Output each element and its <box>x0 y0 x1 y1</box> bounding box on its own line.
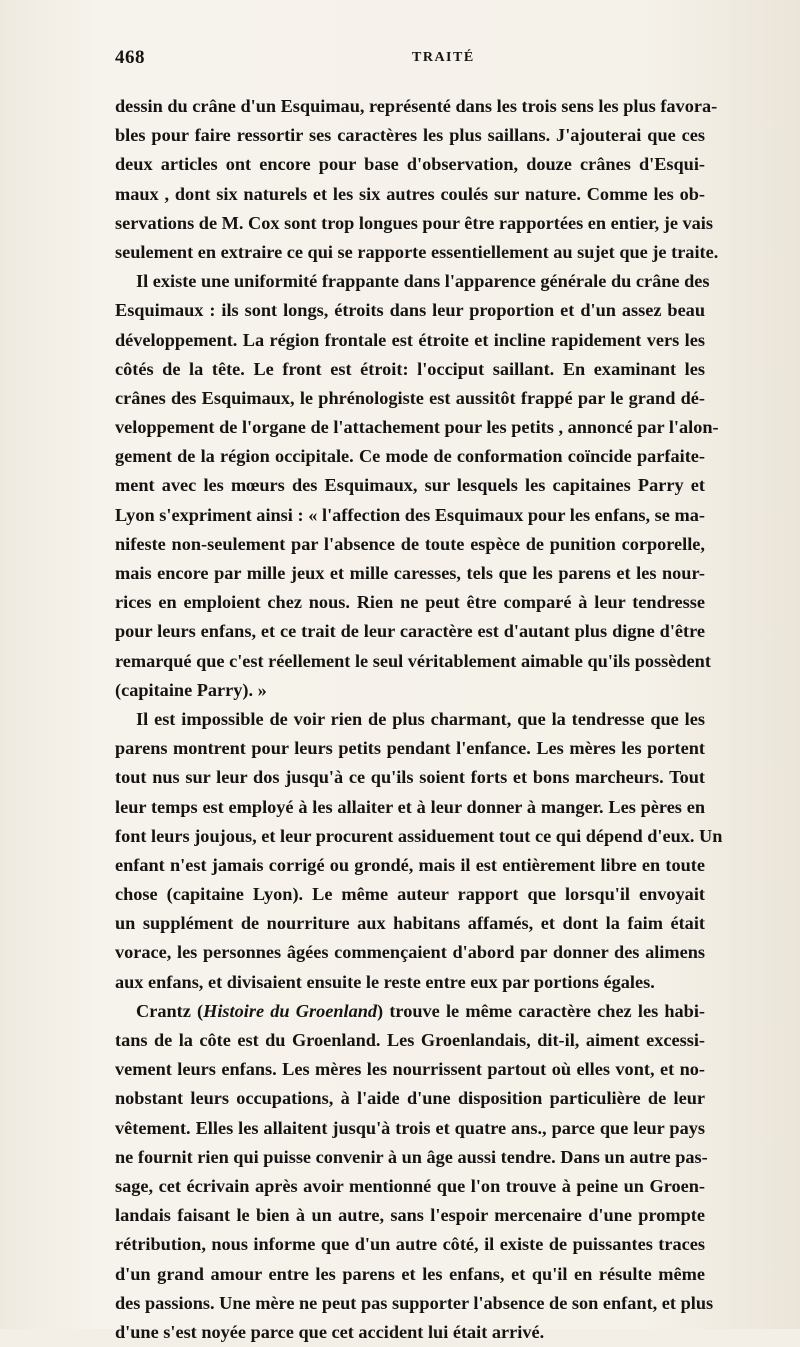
text-line: tans de la côte est du Groenland. Les Groenlandais, dit-il, aiment excessi- <box>115 1030 705 1050</box>
text-line: leur temps est employé à les allaiter et à leur donner à manger. Les pères en <box>115 796 705 817</box>
text-line: crânes des Esquimaux, le phrénologiste est aussitôt frappé par le grand dé- <box>115 387 705 408</box>
text-line: rétribution, nous informe que d'un autre côté, il existe de puissantes traces <box>115 1234 705 1255</box>
body-text <box>115 92 723 1347</box>
text-line: remarqué que c'est réellement le seul véritablement aimable qu'ils possèdent <box>115 650 711 671</box>
text-line: nifeste non-seulement par l'absence de toute espèce de punition corporelle, <box>115 533 705 554</box>
text-line: Esquimaux : ils sont longs, étroits dans leur proportion et d'un assez beau <box>115 300 705 321</box>
text-line: ment avec les mœurs des Esquimaux, sur lesquels les capitaines Parry et <box>115 475 705 496</box>
text-line: enfant n'est jamais corrigé ou grondé, mais il est entièrement libre en toute <box>115 854 705 875</box>
text-line: seulement en extraire ce qui se rapporte essentiellement au sujet que je traite. <box>115 241 719 262</box>
text-line: servations de M. Cox sont trop longues pour être rapportées en entier, je vais <box>115 212 713 233</box>
text-line: sage, cet écrivain après avoir mentionné que l'on trouve à peine un Groen- <box>115 1175 705 1196</box>
text-line: Lyon s'expriment ainsi : « l'affection des Esquimaux pour les enfans, se ma- <box>115 504 705 525</box>
text-line: Il existe une uniformité frappante dans l'apparence générale du crâne des <box>136 271 710 292</box>
text-line: veloppement de l'organe de l'attachement pour les petits , annoncé par l'alon- <box>115 417 719 438</box>
text-line: (capitaine Parry). » <box>115 679 267 700</box>
text-line: Crantz (Histoire du Groenland) trouve le même caractère chez les habi- <box>136 1000 706 1021</box>
text-line: d'une s'est noyée parce que cet accident lui était arrivé. <box>115 1321 545 1342</box>
text-line: vorace, les personnes âgées commençaient d'abord par donner des alimens <box>115 942 705 963</box>
text-line: chose (capitaine Lyon). Le même auteur rapport que lorsqu'il envoyait <box>115 884 705 905</box>
text-line: dessin du crâne d'un Esquimau, représenté dans les trois sens les plus favora- <box>115 96 718 116</box>
text-line: développement. La région frontale est étroite et incline rapidement vers les <box>115 329 705 350</box>
text-line: bles pour faire ressortir ses caractères les plus saillans. J'ajouterai que ces <box>115 125 705 146</box>
page-number: 468 <box>115 47 145 68</box>
text-line: Il est impossible de voir rien de plus charmant, que la tendresse que les <box>136 708 705 729</box>
text-line: pour leurs enfans, et ce trait de leur caractère est d'autant plus digne d'être <box>115 621 705 642</box>
text-line: gement de la région occipitale. Ce mode de conformation coïncide parfaite- <box>115 446 705 467</box>
text-line: côtés de la tête. Le front est étroit: l'occiput saillant. En examinant les <box>115 358 705 379</box>
text-line: vêtement. Elles les allaitent jusqu'à trois et quatre ans., parce que leur pays <box>115 1117 705 1138</box>
text-line: deux articles ont encore pour base d'observation, douze crânes d'Esqui- <box>115 154 705 175</box>
text-line: nobstant leurs occupations, à l'aide d'une disposition particulière de leur <box>115 1088 705 1109</box>
text-line: aux enfans, et divisaient ensuite le reste entre eux par portions égales. <box>115 971 655 992</box>
text-line: vement leurs enfans. Les mères les nourrissent partout où elles vont, et no- <box>115 1059 705 1080</box>
book-title: Histoire du Groenland <box>203 1000 378 1021</box>
running-head: TRAITÉ <box>412 50 475 65</box>
text-line: rices en emploient chez nous. Rien ne peut être comparé à leur tendresse <box>115 592 705 613</box>
text-line: tout nus sur leur dos jusqu'à ce qu'ils soient forts et bons marcheurs. Tout <box>115 767 705 788</box>
text-line: un supplément de nourriture aux habitans affamés, et dont la faim était <box>115 913 705 934</box>
text-line: mais encore par mille jeux et mille caresses, tels que les parens et les nour- <box>115 563 705 583</box>
text-line: ne fournit rien qui puisse convenir à un âge aussi tendre. Dans un autre pas- <box>115 1146 708 1167</box>
text-line: d'un grand amour entre les parens et les enfans, et qu'il en résulte même <box>115 1263 705 1284</box>
text-line: font leurs joujous, et leur procurent assiduement tout ce qui dépend d'eux. Un <box>115 825 723 846</box>
text-line: parens montrent pour leurs petits pendant l'enfance. Les mères les portent <box>115 738 705 759</box>
text-line: maux , dont six naturels et les six autres coulés sur nature. Comme les ob- <box>115 183 705 204</box>
text-line: des passions. Une mère ne peut pas supporter l'absence de son enfant, et plus <box>115 1292 714 1313</box>
text-line: landais faisant le bien à un autre, sans l'espoir mercenaire d'une prompte <box>115 1205 705 1226</box>
